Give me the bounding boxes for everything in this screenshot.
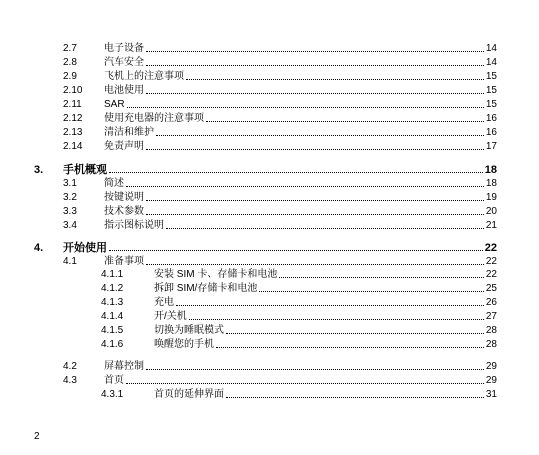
- toc-entry[interactable]: [0, 374, 539, 388]
- toc-entry-title[interactable]: 电子设备: [104, 43, 144, 54]
- toc-dot-leader: [109, 172, 483, 173]
- toc-entry-number: 4.3.1: [101, 389, 124, 400]
- toc-entry-number: 2.8: [63, 57, 77, 68]
- toc-entry[interactable]: [0, 163, 539, 177]
- toc-dot-leader: [226, 397, 484, 398]
- toc-dot-leader: [216, 347, 484, 348]
- toc-entry-number: 2.9: [63, 71, 77, 82]
- toc-entry-title[interactable]: 指示图标说明: [104, 220, 164, 231]
- toc-entry[interactable]: [0, 177, 539, 191]
- toc-entry-title[interactable]: 开/关机: [154, 311, 187, 322]
- toc-entry-number: 4.1.2: [101, 283, 124, 294]
- toc-entry[interactable]: [0, 219, 539, 233]
- toc-entry-page: 29: [485, 361, 497, 372]
- toc-entry[interactable]: [0, 126, 539, 140]
- toc-dot-leader: [146, 51, 484, 52]
- toc-entry-title[interactable]: 唤醒您的手机: [154, 339, 214, 350]
- toc-entry-page: 27: [485, 311, 497, 322]
- toc-entry-page: 26: [485, 297, 497, 308]
- toc-entry-page: 21: [485, 220, 497, 231]
- toc-entry-number: 2.14: [63, 141, 83, 152]
- toc-dot-leader: [126, 186, 484, 187]
- toc-entry-page: 18: [484, 164, 497, 176]
- toc-entry-page: 16: [485, 127, 497, 138]
- toc-entry-page: 16: [485, 113, 497, 124]
- toc-entry-page: 18: [485, 178, 497, 189]
- toc-entry-title[interactable]: 安装 SIM 卡、存储卡和电池: [154, 269, 278, 280]
- toc-dot-leader: [127, 107, 484, 108]
- toc-entry[interactable]: [0, 324, 539, 338]
- toc-entry-page: 19: [485, 192, 497, 203]
- toc-entry-title[interactable]: SAR: [104, 99, 125, 110]
- toc-entry[interactable]: [0, 241, 539, 255]
- toc-entry-title[interactable]: 手机概观: [63, 164, 107, 176]
- toc-entry-number: 4.1.4: [101, 311, 124, 322]
- toc-entry-number: 2.7: [63, 43, 77, 54]
- toc-entry-title[interactable]: 拆卸 SIM/存储卡和电池: [154, 283, 258, 294]
- toc-dot-leader: [206, 121, 484, 122]
- toc-dot-leader: [146, 200, 484, 201]
- toc-entry-title[interactable]: 汽车安全: [104, 57, 144, 68]
- toc-entry-title[interactable]: 开始使用: [63, 242, 107, 254]
- toc-dot-leader: [109, 250, 483, 251]
- toc-entry-page: 29: [485, 375, 497, 386]
- toc-entry-number: 2.10: [63, 85, 83, 96]
- toc-entry-title[interactable]: 使用充电器的注意事项: [104, 113, 204, 124]
- toc-entry-number: 2.12: [63, 113, 83, 124]
- toc-entry-number: 2.11: [63, 99, 82, 110]
- toc-dot-leader: [126, 383, 484, 384]
- toc-entry-page: 22: [485, 256, 497, 267]
- toc-entry[interactable]: [0, 84, 539, 98]
- toc-dot-leader: [279, 277, 484, 278]
- toc-entry-page: 14: [485, 57, 497, 68]
- toc-entry-number: 4.: [34, 242, 44, 254]
- toc-entry-number: 4.1.3: [101, 297, 124, 308]
- toc-entry[interactable]: [0, 112, 539, 126]
- toc-entry-number: 4.1.5: [101, 325, 124, 336]
- toc-dot-leader: [146, 93, 484, 94]
- toc-entry-page: 20: [485, 206, 497, 217]
- toc-entry-title[interactable]: 按键说明: [104, 192, 144, 203]
- toc-entry[interactable]: [0, 310, 539, 324]
- toc-entry-number: 3.4: [63, 220, 77, 231]
- toc-entry-title[interactable]: 首页: [104, 375, 124, 386]
- toc-entry-title[interactable]: 飞机上的注意事项: [104, 71, 184, 82]
- toc-entry-page: 25: [485, 283, 497, 294]
- toc-entry[interactable]: [0, 98, 539, 112]
- toc-dot-leader: [146, 264, 484, 265]
- toc-entry-number: 3.1: [63, 178, 77, 189]
- toc-entry-title[interactable]: 免责声明: [104, 141, 144, 152]
- toc-entry[interactable]: [0, 388, 539, 402]
- toc-dot-leader: [166, 228, 484, 229]
- toc-entry-number: 4.1.6: [101, 339, 124, 350]
- toc-entry-page: 28: [485, 325, 497, 336]
- toc-entry-title[interactable]: 屏幕控制: [104, 361, 144, 372]
- toc-entry[interactable]: [0, 42, 539, 56]
- toc-dot-leader: [176, 305, 484, 306]
- toc-entry-page: 22: [485, 269, 497, 280]
- toc-dot-leader: [146, 369, 484, 370]
- toc-entry-number: 3.3: [63, 206, 77, 217]
- toc-entry-title[interactable]: 首页的延伸界面: [154, 389, 224, 400]
- toc-entry-title[interactable]: 充电: [154, 297, 174, 308]
- toc-entry[interactable]: [0, 56, 539, 70]
- toc-dot-leader: [146, 65, 484, 66]
- toc-dot-leader: [156, 135, 484, 136]
- toc-entry[interactable]: [0, 70, 539, 84]
- toc-entry-title[interactable]: 准备事项: [104, 256, 144, 267]
- toc-entry[interactable]: [0, 191, 539, 205]
- toc-entry-number: 2.13: [63, 127, 83, 138]
- toc-entry-number: 3.: [34, 164, 44, 176]
- toc-entry[interactable]: [0, 338, 539, 352]
- toc-entry-title[interactable]: 技术参数: [104, 206, 144, 217]
- toc-entry-number: 4.1.1: [101, 269, 124, 280]
- toc-entry-page: 17: [485, 141, 497, 152]
- toc-dot-leader: [259, 291, 484, 292]
- toc-entry-page: 15: [485, 85, 497, 96]
- toc-entry[interactable]: [0, 268, 539, 282]
- toc-entry-page: 22: [484, 242, 497, 254]
- toc-entry[interactable]: [0, 296, 539, 310]
- toc-dot-leader: [189, 319, 484, 320]
- toc-entry-number: 4.2: [63, 361, 77, 372]
- toc-entry-title[interactable]: 切换为睡眠模式: [154, 325, 224, 336]
- toc-entry-page: 28: [485, 339, 497, 350]
- toc-entry[interactable]: [0, 360, 539, 374]
- toc-dot-leader: [186, 79, 484, 80]
- toc-entry-page: 31: [485, 389, 497, 400]
- toc-entry-page: 14: [485, 43, 497, 54]
- toc-entry[interactable]: [0, 205, 539, 219]
- toc-entry-number: 4.1: [63, 256, 77, 267]
- toc-entry[interactable]: [0, 282, 539, 296]
- toc-entry-title[interactable]: 电池使用: [104, 85, 144, 96]
- toc-entry-title[interactable]: 清洁和维护: [104, 127, 154, 138]
- toc-entry-page: 15: [485, 99, 497, 110]
- toc-entry[interactable]: [0, 140, 539, 154]
- toc-entry-number: 4.3: [63, 375, 77, 386]
- toc-entry-number: 3.2: [63, 192, 77, 203]
- toc-entry[interactable]: [0, 255, 539, 269]
- toc-dot-leader: [146, 214, 484, 215]
- toc-entry-title[interactable]: 简述: [104, 178, 124, 189]
- toc-dot-leader: [226, 333, 484, 334]
- toc-dot-leader: [146, 149, 484, 150]
- toc-entry-page: 15: [485, 71, 497, 82]
- page-number: 2: [34, 431, 40, 442]
